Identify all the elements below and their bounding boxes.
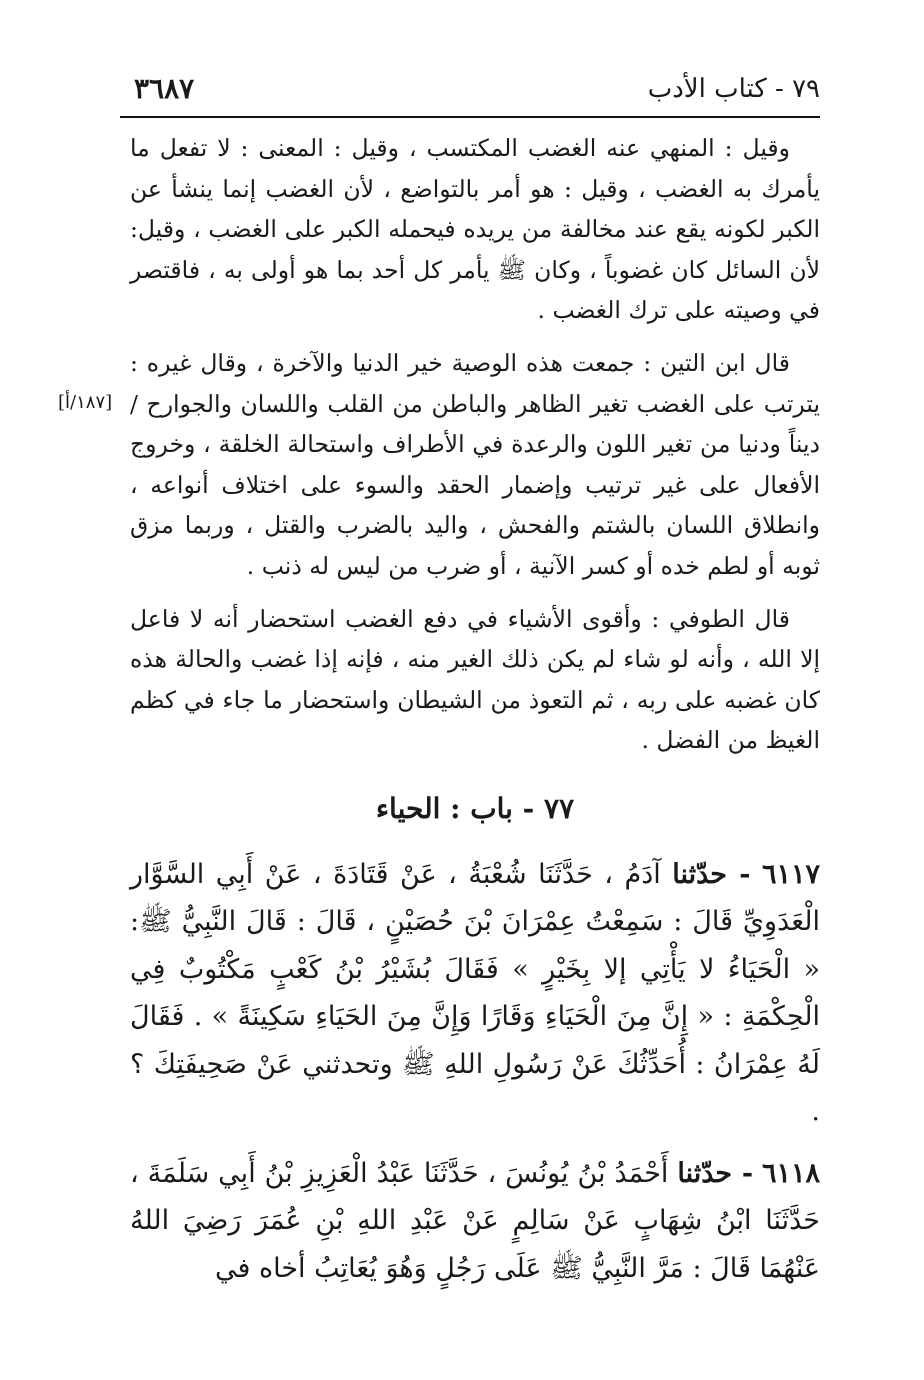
page-header [120,68,820,118]
running-title: ٧٩ - كتاب الأدب [647,74,820,104]
hadith-lead-word: حدّثنا [677,1157,733,1189]
hadith-entry [130,1150,820,1293]
chapter-heading: ٧٧ - باب : الحياء [375,791,575,825]
page-number: ٣٦٨٧ [134,72,195,105]
commentary-paragraph: وقيل : المنهي عنه الغضب المكتسب ، وقيل : المعنى : لا تفعل ما يأمرك به الغضب ، وقيل : هو أمر بالتواضع ، لأن الغضب إنما ينشأ عن الكبر لكونه يقع عند مخالفة من يريده فيحمله الكبر على الغضب ، وقيل: لأن السائل كان غضوباً ، وكان ﷺ يأمر كل أحد بما هو أولى به ، فاقتصر في وصيته على ترك الغضب . [130,134,820,325]
hadith-lead-word: حدّثنا [672,858,727,890]
hadith-number: ٦١١٨ [761,1157,820,1189]
hadith-entry [130,851,820,1136]
commentary-paragraph: قال ابن التين : جمعت هذه الوصية خير الدنيا والآخرة ، وقال غيره : يترتب على الغضب تغير الظاهر والباطن من القلب واللسان والجوارح / ديناً ودنيا من تغير اللون والرعدة في الأطراف واستحالة الخلقة ، وخروج الأفعال على غير ترتيب وإضمار الحقد والسوء على اختلاف أنواعه ، وانطلاق اللسان بالشتم والفحش ، واليد بالضرب والقتل ، وربما مزق ثوبه أو لطم خده أو كسر الآنية ، أو ضرب من ليس له ذنب . [130,348,820,580]
commentary-paragraph: قال الطوفي : وأقوى الأشياء في دفع الغضب استحضار أنه لا فاعل إلا الله ، وأنه لو شاء لم يكن ذلك الغير منه ، فإنه إذا غضب والحالة هذه كان غضبه على ربه ، ثم التعوذ من الشيطان واستحضار ما جاء في كظم الغيظ من الفضل . [130,604,820,755]
hadith-text: أَحْمَدُ بْنُ يُونُسَ ، حَدَّثَنَا عَبْدُ الْعَزِيزِ بْنُ أَبِي سَلَمَةَ ، حَدَّثَنَا ابْنُ شِهَابٍ عَنْ سَالِمٍ عَنْ عَبْدِ اللهِ بْنِ عُمَرَ رَضِيَ اللهُ عَنْهُمَا قَالَ : مَرَّ النَّبِيُّ ﷺ عَلَى رَجُلٍ وَهُوَ يُعَاتِبُ أخاه في [130,1157,820,1284]
margin-reference: [١٨٧/أ] [58,392,113,413]
hadith-dash: - [732,1157,754,1189]
page-body [130,128,820,1306]
hadith-dash: - [727,858,751,890]
hadith-number: ٦١١٧ [761,858,820,890]
hadith-text: آدَمُ ، حَدَّثَنَا شُعْبَةُ ، عَنْ قَتَادَةَ ، عَنْ أَبِي السَّوَّار الْعَدَوِيِّ قَالَ : سَمِعْتُ عِمْرَانَ بْنَ حُصَيْنٍ ، قَالَ : قَالَ النَّبِيُّ ﷺ: « الْحَيَاءُ لا يَأْتِي إلا بِخَيْرٍ » فَقَالَ بُشَيْرُ بْنُ كَعْبٍ مَكْتُوبٌ فِي الْحِكْمَةِ : « إِنَّ مِنَ الْحَيَاءِ وَقَارًا وَإِنَّ مِنَ الحَيَاءِ سَكِينَةً » . فَقَالَ لَهُ عِمْرَانُ : أُحَدِّثُكَ عَنْ رَسُولِ اللهِ ﷺ وتحدثني عَنْ صَحِيفَتِكَ ؟ . [130,858,820,1128]
